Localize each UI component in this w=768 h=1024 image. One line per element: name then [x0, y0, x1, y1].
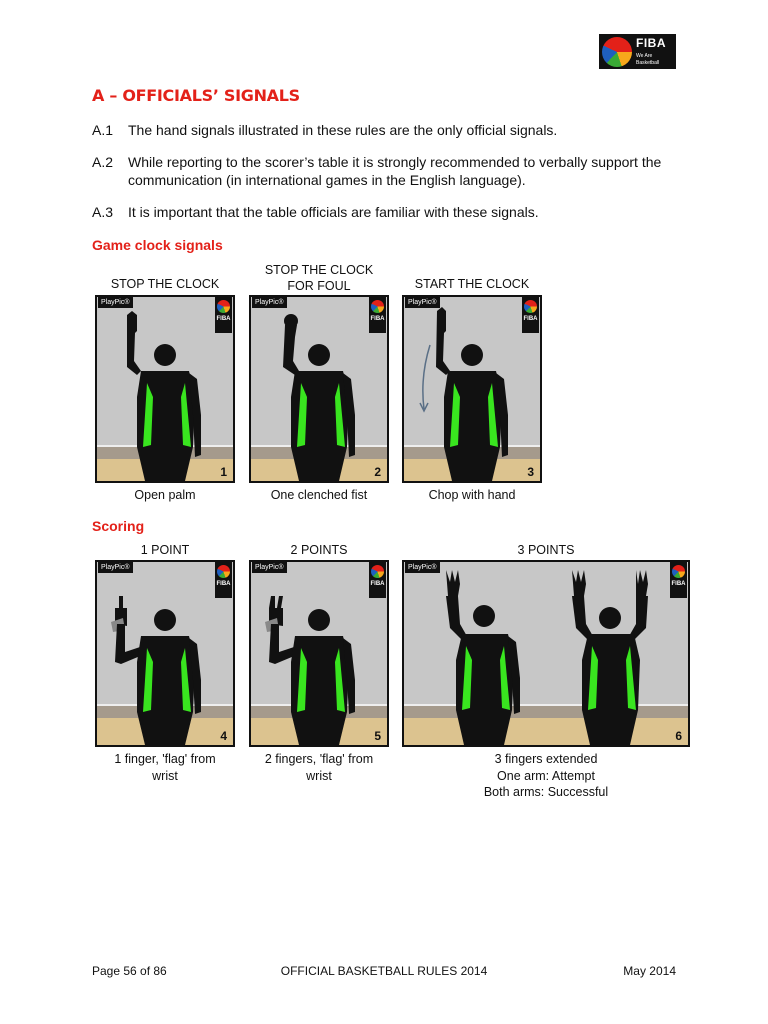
signal-label: STOP THE CLOCK: [110, 277, 220, 291]
fiba-logo: [599, 34, 676, 69]
signal-number: 6: [675, 729, 682, 743]
signal-card-3-points: PlayPic® FIBA 6: [402, 560, 690, 747]
fiba-mini-logo: FIBA: [670, 562, 687, 598]
signal-card-stop-clock: PlayPic® FIBA 1: [95, 295, 235, 483]
logo-wordmark: FIBA: [636, 35, 666, 50]
signal-caption: 2 fingers, 'flag' from wrist: [264, 752, 374, 783]
signal-label: 3 POINTS: [517, 543, 575, 557]
referee-open-palm-figure: [97, 297, 233, 481]
fiba-mini-logo: FIBA: [215, 297, 232, 333]
page-title: A – OFFICIALS’ SIGNALS: [92, 86, 300, 105]
signal-caption: Chop with hand: [428, 488, 516, 502]
fiba-mini-logo: FIBA: [369, 297, 386, 333]
referee-two-fingers-figure: [251, 562, 387, 745]
signal-caption: 3 fingers extended One arm: Attempt Both arms: Successful: [483, 752, 609, 799]
signal-label: 1 POINT: [140, 543, 190, 557]
section-heading-scoring: Scoring: [92, 518, 145, 534]
signal-number: 2: [374, 465, 381, 479]
logo-tagline: We Are Basketball: [636, 52, 660, 66]
signal-caption: Open palm: [134, 488, 196, 502]
fiba-mini-logo: FIBA: [369, 562, 386, 598]
signal-number: 1: [220, 465, 227, 479]
fiba-mini-logo: FIBA: [522, 297, 539, 333]
referee-clenched-fist-figure: [251, 297, 387, 481]
signal-card-1-point: PlayPic® FIBA 4: [95, 560, 235, 747]
signal-number: 4: [220, 729, 227, 743]
fiba-mini-logo: FIBA: [215, 562, 232, 598]
signal-number: 5: [374, 729, 381, 743]
signal-label: START THE CLOCK: [414, 277, 530, 291]
signal-card-stop-clock-foul: PlayPic® FIBA 2: [249, 295, 389, 483]
footer-date: May 2014: [623, 964, 676, 978]
signal-label: 2 POINTS: [290, 543, 348, 557]
signal-number: 3: [527, 465, 534, 479]
section-heading-game-clock: Game clock signals: [92, 237, 223, 253]
referee-three-fingers-figures: [404, 562, 688, 745]
footer-page-number: Page 56 of 86: [92, 964, 167, 978]
signal-label: STOP THE CLOCK FOR FOUL: [264, 263, 374, 293]
signal-card-2-points: PlayPic® FIBA 5: [249, 560, 389, 747]
signal-card-start-clock: PlayPic® FIBA 3: [402, 295, 542, 483]
signal-caption: 1 finger, 'flag' from wrist: [114, 752, 216, 783]
paragraph-a3: A.3 It is important that the table officials are familiar with these signals.: [92, 204, 539, 220]
referee-one-finger-figure: [97, 562, 233, 745]
basketball-icon: [602, 37, 632, 67]
referee-chop-figure: [404, 297, 540, 481]
paragraph-a2: A.2 While reporting to the scorer’s table it is strongly recommended to verbally support the communication (in international games in the English language).: [92, 154, 662, 188]
paragraph-a1: A.1 The hand signals illustrated in these rules are the only official signals.: [92, 122, 558, 138]
signal-caption: One clenched fist: [270, 488, 368, 502]
footer-document-title: OFFICIAL BASKETBALL RULES 2014: [280, 964, 488, 978]
